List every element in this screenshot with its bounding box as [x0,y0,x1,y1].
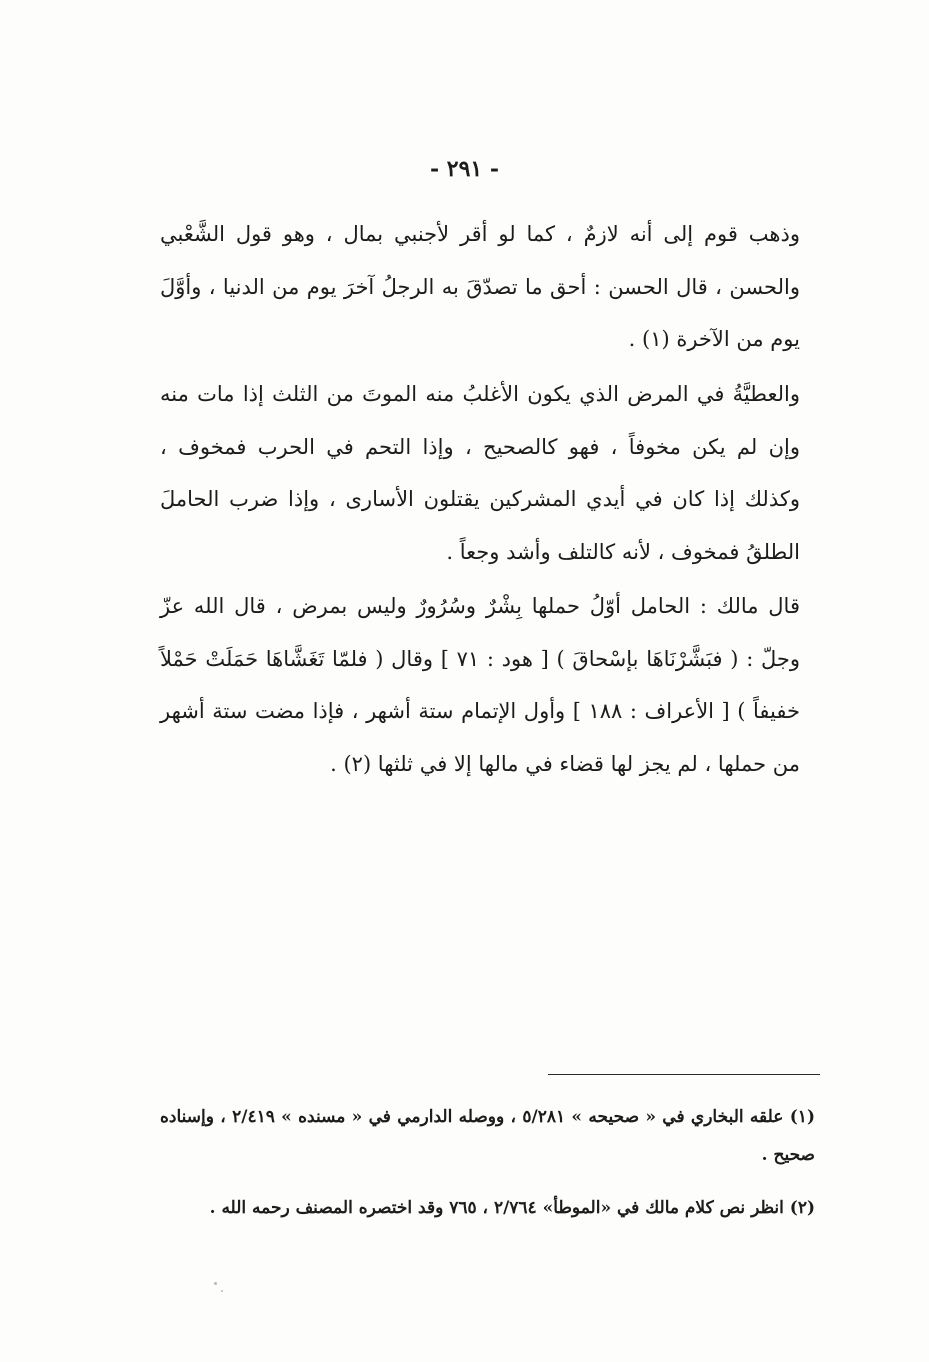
footnote: (١) علقه البخاري في « صحيحه » ٥/٢٨١ ، ووصله الدارمي في « مسنده » ٢/٤١٩ ، وإسناده صحيح . [160,1107,815,1165]
page-number: - ٢٩١ - [429,156,500,182]
scan-speck [221,1290,223,1292]
paragraph: وذهب قوم إلى أنه لازمٌ ، كما لو أقر لأجنبي بمال ، وهو قول الشَّعْبي والحسن ، قال الحسن : أحق ما تصدّقَ به الرجلُ آخرَ يوم من الدنيا ، وأوَّلَ يوم من الآخرة (١) . [160,222,800,351]
paragraph: والعطيَّةُ في المرض الذي يكون الأغلبُ منه الموتَ من الثلث إذا مات منه وإن لم يكن مخوفاً ، فهو كالصحيح ، وإذا التحم في الحرب فمخوف ، وكذلك إذا كان في أيدي المشركين يقتلون الأسارى ، وإذا ضرب الحاملَ الطلقُ فمخوف ، لأنه كالتلف وأشد وجعاً . [160,382,800,564]
paragraph: قال مالك : الحامل أوّلُ حملها بِشْرٌ وسُرُورٌ وليس بمرض ، قال الله عزّ وجلّ : ( فبَشَّرْنَاهَا بإسْحاقَ ) [ هود : ٧١ ] وقال ( فلمّا تَغَشَّاهَا حَمَلَتْ حَمْلاً خفيفاً ) [ الأعراف : ١٨٨ ] وأول الإتمام ستة أشهر ، فإذا مضت ستة أشهر من حملها ، لم يجز لها قضاء في مالها إلا في ثلثها (٢) . [160,594,800,776]
footnote-separator [548,1074,820,1075]
footnote: (٢) انظر نص كلام مالك في «الموطأ» ٢/٧٦٤ ، ٧٦٥ وقد اختصره المصنف رحمه الله . [209,1198,815,1218]
scan-speck [214,1282,217,1285]
